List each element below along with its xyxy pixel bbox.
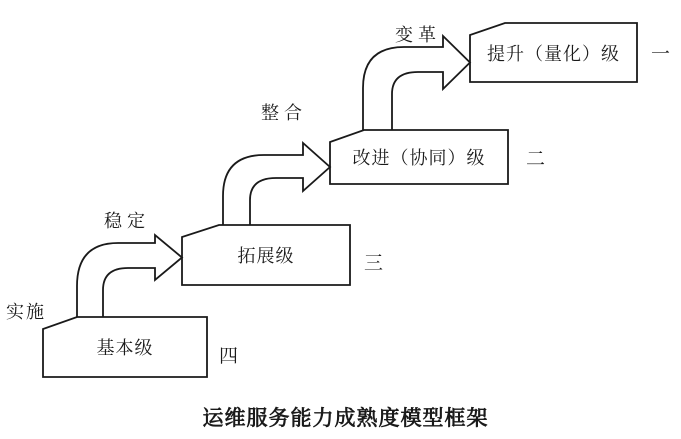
expansion-level-label: 拓展级: [237, 246, 295, 267]
transition-label-transform: 变革: [395, 25, 441, 46]
arrow-to-expansion-level: [77, 235, 182, 317]
basic-level-label: 基本级: [96, 338, 154, 359]
rank-numeral-level-3: 三: [364, 252, 384, 274]
promotion-level-label: 提升（量化）级: [487, 43, 620, 65]
transition-label-implement: 实施: [6, 302, 46, 323]
arrow-to-promotion-level: [363, 36, 470, 130]
diagram-caption: 运维服务能力成熟度模型框架: [202, 406, 489, 430]
improvement-level-label: 改进（协同）级: [352, 148, 486, 169]
arrow-to-improvement-level: [223, 143, 330, 225]
rank-numeral-level-4: 四: [219, 345, 239, 367]
transition-label-integrate: 整合: [261, 103, 307, 124]
transition-label-stabilize: 稳定: [104, 211, 150, 232]
rank-numeral-level-2: 二: [526, 148, 546, 170]
rank-numeral-level-1: 一: [651, 43, 671, 65]
